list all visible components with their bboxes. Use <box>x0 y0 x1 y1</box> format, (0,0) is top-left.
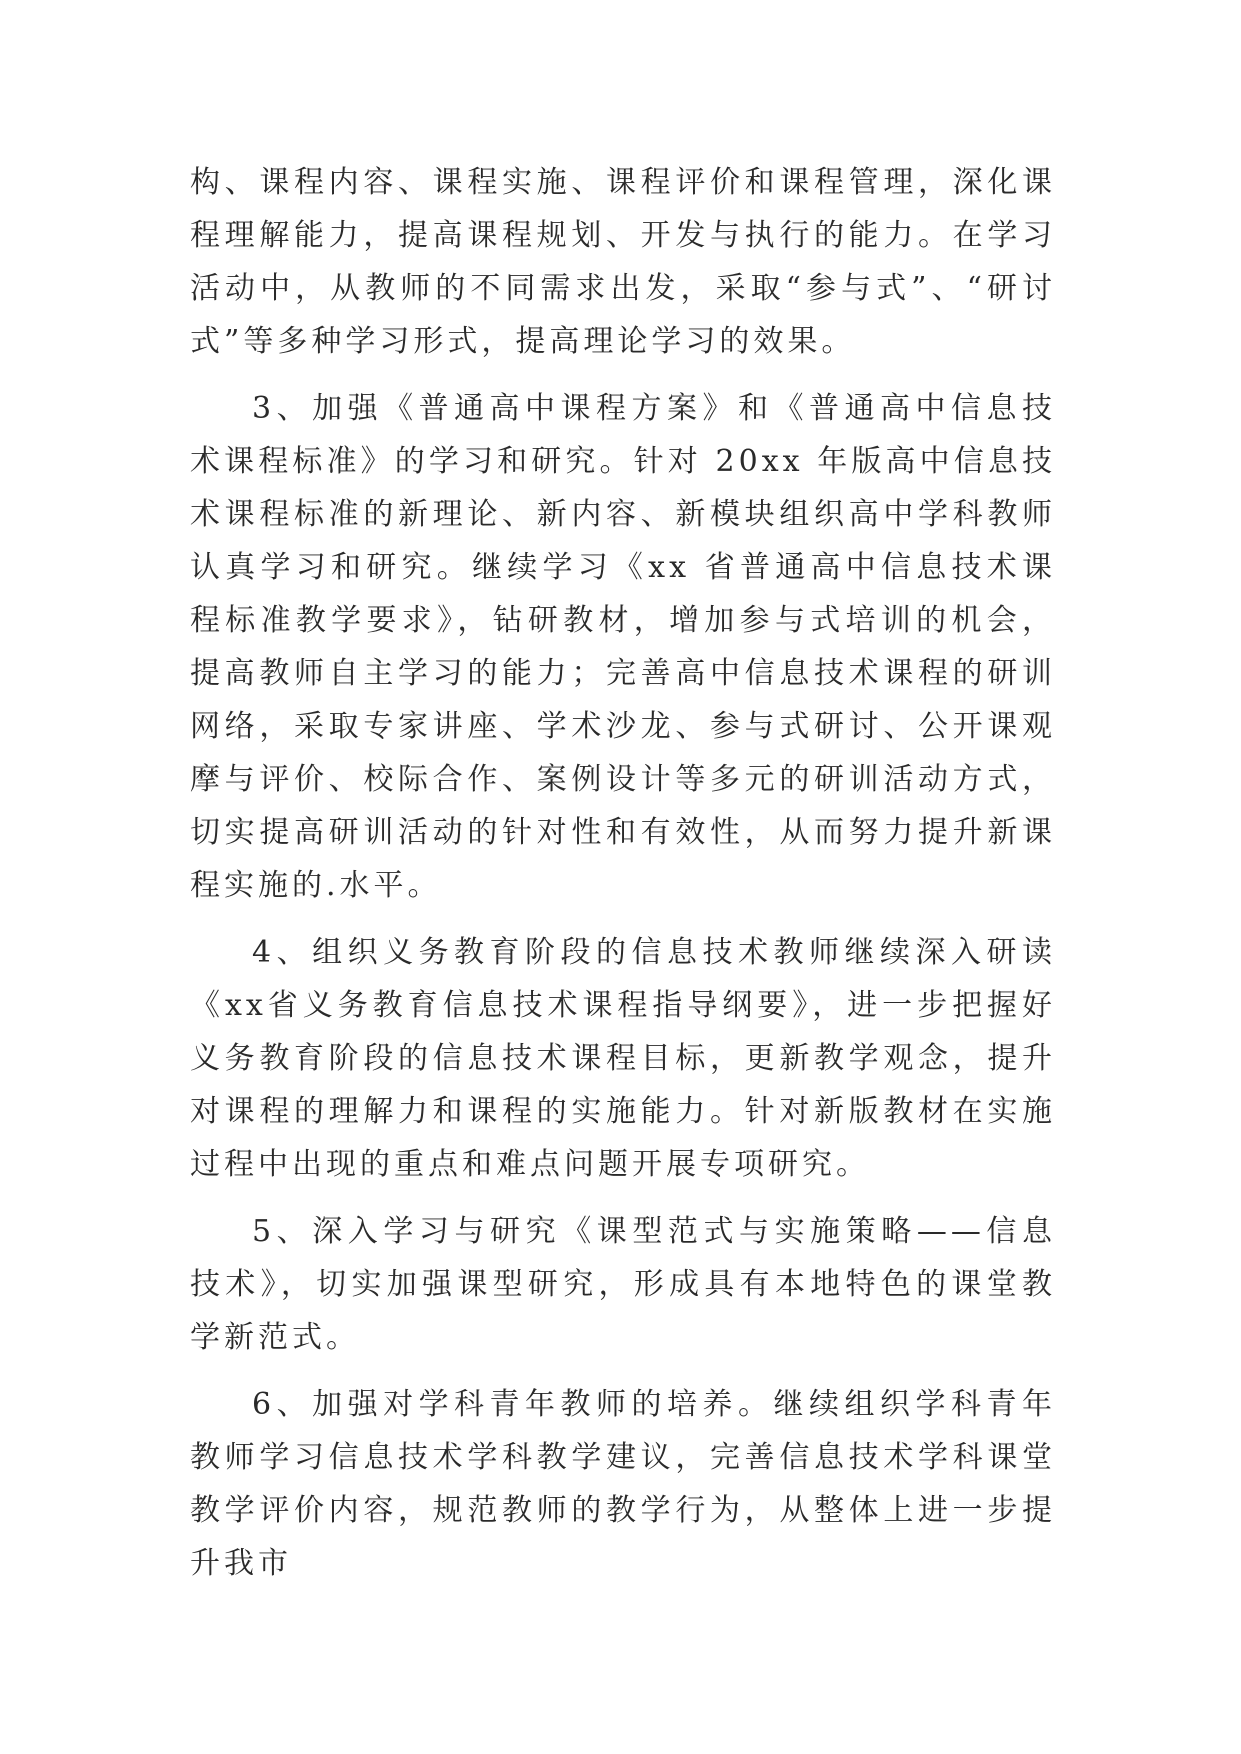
paragraph-item-4: 4、组织义务教育阶段的信息技术教师继续深入研读《xx省义务教育信息技术课程指导纲要》，进一步把握好义务教育阶段的信息技术课程目标，更新教学观念，提升对课程的理解力和课程的实施能力。针对新版教材在实施过程中出现的重点和难点问题开展专项研究。 <box>190 935 1056 1182</box>
paragraph-continued: 构、课程内容、课程实施、课程评价和课程管理，深化课程理解能力，提高课程规划、开发与执行的能力。在学习活动中，从教师的不同需求出发，采取“参与式”、“研讨式”等多种学习形式，提高理论学习的效果。 <box>190 165 1056 359</box>
paragraph-item-5: 5、深入学习与研究《课型范式与实施策略——信息技术》，切实加强课型研究，形成具有本地特色的课堂教学新范式。 <box>190 1214 1056 1355</box>
paragraph-item-3: 3、加强《普通高中课程方案》和《普通高中信息技术课程标准》的学习和研究。针对 20xx 年版高中信息技术课程标准的新理论、新内容、新模块组织高中学科教师认真学习和研究。继续学习《xx 省普通高中信息技术课程标准教学要求》，钻研教材，增加参与式培训的机会，提高教师自主学习的能力；完善高中信息技术课程的研训网络，采取专家讲座、学术沙龙、参与式研讨、公开课观摩与评价、校际合作、案例设计等多元的研训活动方式，切实提高研训活动的针对性和有效性，从而努力提升新课程实施的.水平。 <box>190 391 1056 903</box>
paragraph-item-6: 6、加强对学科青年教师的培养。继续组织学科青年教师学习信息技术学科教学建议，完善信息技术学科课堂教学评价内容，规范教师的教学行为，从整体上进一步提升我市 <box>190 1387 1056 1581</box>
document-body <box>190 156 1056 1604</box>
